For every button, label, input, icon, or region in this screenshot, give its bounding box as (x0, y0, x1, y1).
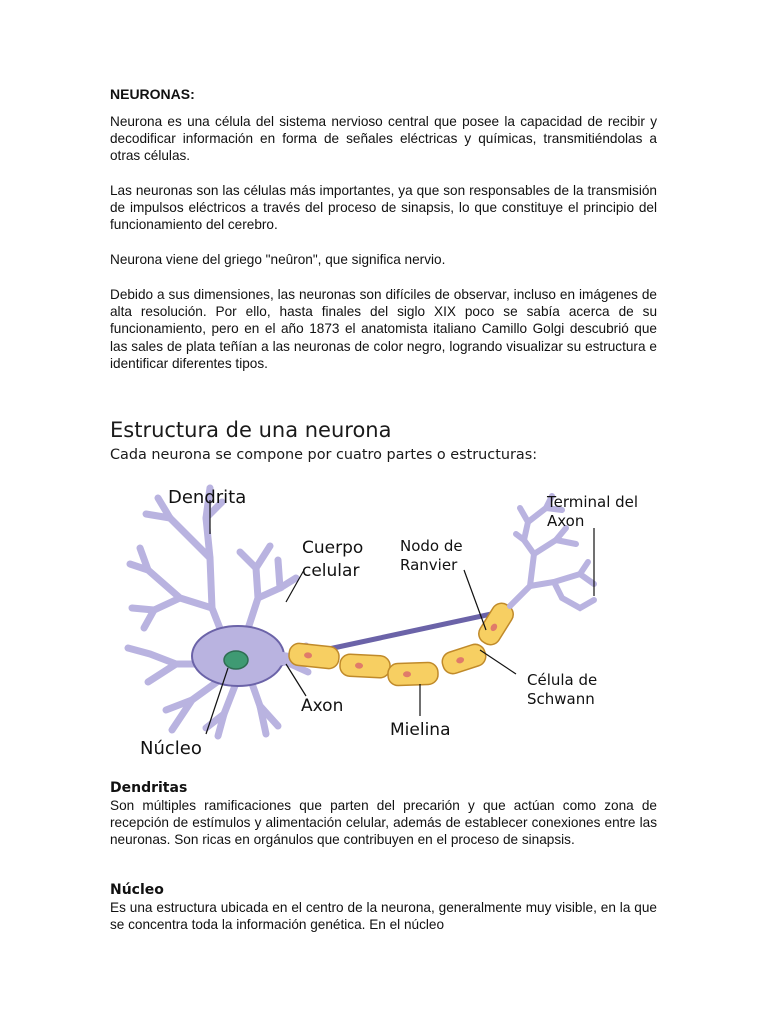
label-celula-2: Schwann (527, 690, 595, 708)
label-mielina: Mielina (390, 720, 451, 740)
intro-paragraph-3 (110, 251, 657, 268)
label-dendrita: Dendrita (168, 487, 247, 508)
nucleus-shape (224, 651, 248, 669)
subsection-heading: Dendritas (110, 780, 188, 796)
label-terminal-2: Axon (547, 512, 585, 530)
paragraph-text: Debido a sus dimensiones, las neuronas son difíciles de observar, incluso en imágenes de alta resolución. Por ello, hasta finales del siglo XIX poco se sabía acerca de su funcionamiento, pero en el año 1873 el anatomista italiano Camillo Golgi descubrió que las sales de plata teñían a las neuronas de color negro, logrando visualizar su estructura e identificar diferentes tipos. (110, 287, 657, 371)
subsection-text: Es una estructura ubicada en el centro de la neurona, generalmente muy visible, en la que se concentra toda la información genética. En el núcleo (110, 900, 657, 933)
intro-paragraph-1 (110, 113, 657, 165)
label-celula-1: Célula de (527, 671, 598, 689)
label-axon: Axon (301, 696, 344, 716)
neuron-diagram (110, 478, 658, 768)
document-title: NEURONAS: (110, 86, 195, 102)
intro-paragraph-4 (110, 286, 657, 372)
label-terminal-1: Terminal del (547, 493, 639, 511)
section-title: Estructura de una neurona (110, 418, 392, 442)
paragraph-text: Las neuronas son las células más importantes, ya que son responsables de la transmisión de impulsos eléctricos a través del proceso de sinapsis, lo que constituye el principio del funcionamiento del cerebro. (110, 183, 657, 233)
subsection-heading: Núcleo (110, 882, 164, 898)
label-nodo-2: Ranvier (400, 556, 458, 574)
section-subtitle: Cada neurona se compone por cuatro partes o estructuras: (110, 447, 538, 463)
paragraph-text: Neurona es una célula del sistema nervioso central que posee la capacidad de recibir y decodificar información en forma de señales eléctricas y químicas, transmitiéndolas a otras células. (110, 114, 657, 164)
label-nodo-1: Nodo de (400, 537, 463, 555)
myelin-sheaths (288, 600, 517, 686)
paragraph-text: Neurona viene del griego "neûron", que significa nervio. (110, 252, 446, 267)
intro-paragraph-2 (110, 182, 657, 234)
subsection-nucleo (110, 882, 657, 933)
label-cuerpo-2: celular (302, 561, 360, 581)
subsection-dendritas (110, 780, 657, 849)
label-cuerpo-1: Cuerpo (302, 538, 364, 558)
subsection-text: Son múltiples ramificaciones que parten del precarión y que actúan como zona de recepción de estímulos y alimentación celular, además de establecer conexiones entre las neuronas. Son ricas en orgánulos que contribuyen en el proceso de sinapsis. (110, 798, 657, 848)
label-nucleo: Núcleo (140, 738, 202, 759)
